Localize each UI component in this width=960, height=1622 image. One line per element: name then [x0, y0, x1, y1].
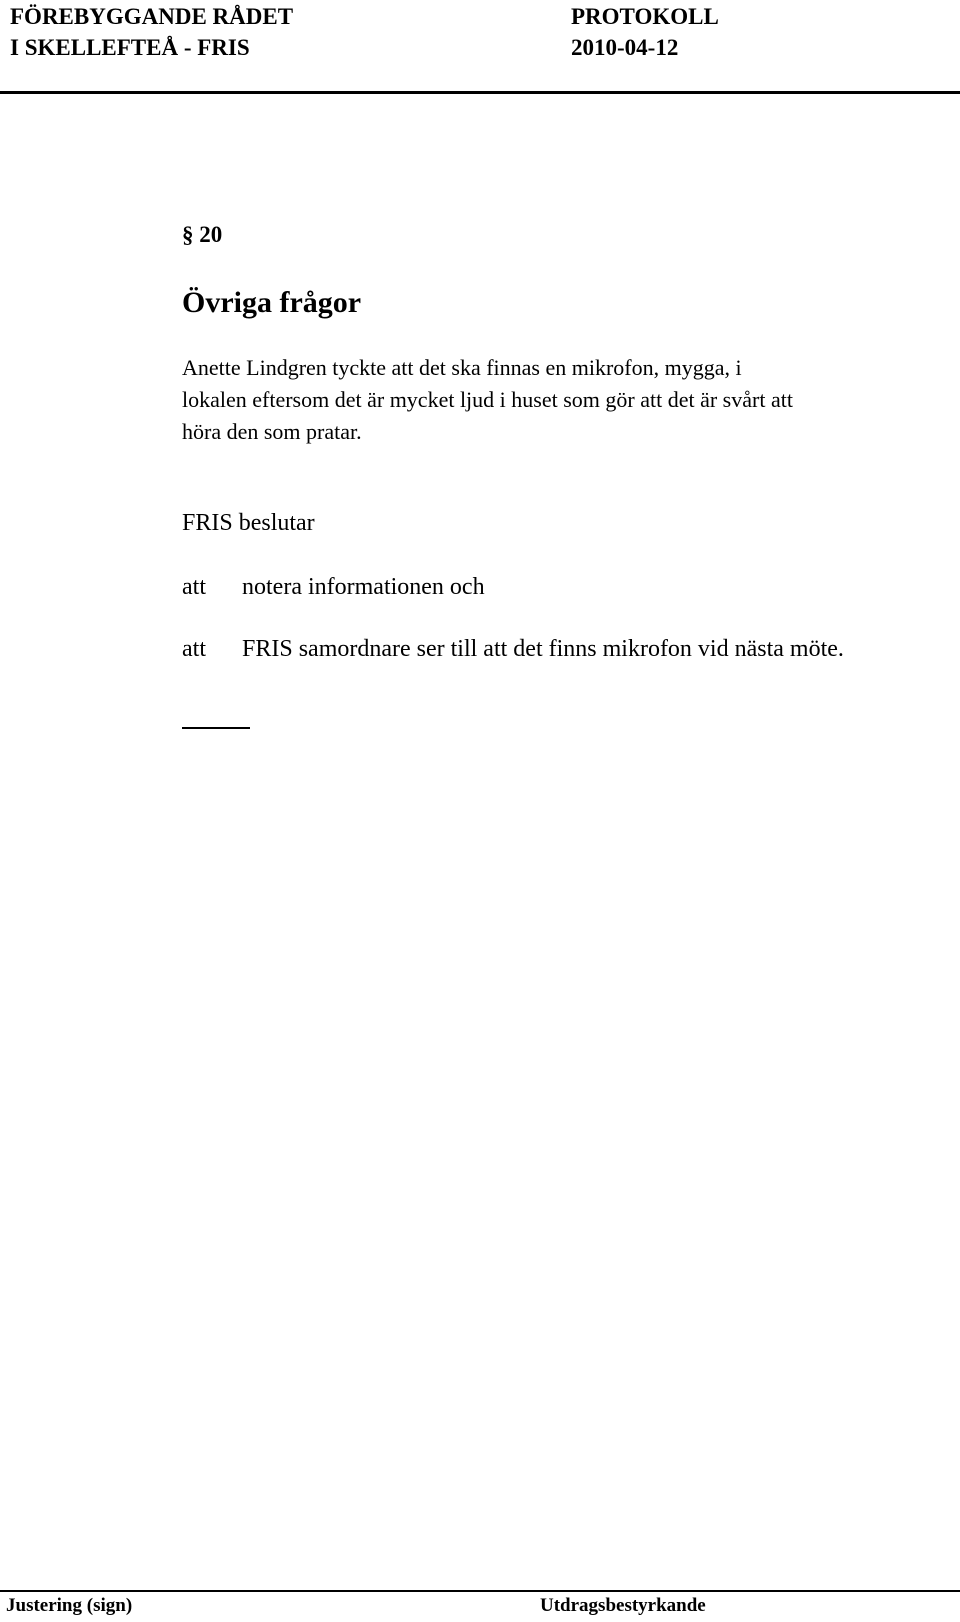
paragraph-line: lokalen eftersom det är mycket ljud i huset som gör att det är svårt att: [182, 387, 793, 412]
discussion-paragraph: [182, 352, 952, 448]
decision-item-text: FRIS samordnare ser till att det finns mikrofon vid nästa möte.: [242, 636, 844, 662]
decision-item: [182, 572, 952, 602]
header-divider: [0, 91, 960, 94]
footer-divider: [0, 1590, 960, 1592]
section-title: Övriga frågor: [182, 286, 362, 319]
decision-item-lead: att: [182, 636, 206, 662]
organization-name-line-1: FÖREBYGGANDE RÅDET: [10, 4, 294, 29]
decision-item-text: notera informationen och: [242, 574, 485, 600]
paragraph-line: höra den som pratar.: [182, 419, 362, 444]
document-type: PROTOKOLL: [571, 4, 719, 29]
section-number: § 20: [182, 222, 223, 247]
utdragsbestyrkande-label: Utdragsbestyrkande: [540, 1595, 706, 1616]
paragraph-line: Anette Lindgren tyckte att det ska finnas en mikrofon, mygga, i: [182, 355, 742, 380]
decision-item: [182, 634, 952, 664]
section-end-rule: [182, 727, 250, 729]
organization-name-line-2: I SKELLEFTEÅ - FRIS: [10, 35, 250, 60]
decision-heading: FRIS beslutar: [182, 510, 315, 536]
decision-item-lead: att: [182, 574, 206, 600]
justering-label: Justering (sign): [6, 1595, 133, 1616]
document-date: 2010-04-12: [571, 35, 679, 60]
document-header: [0, 0, 960, 96]
